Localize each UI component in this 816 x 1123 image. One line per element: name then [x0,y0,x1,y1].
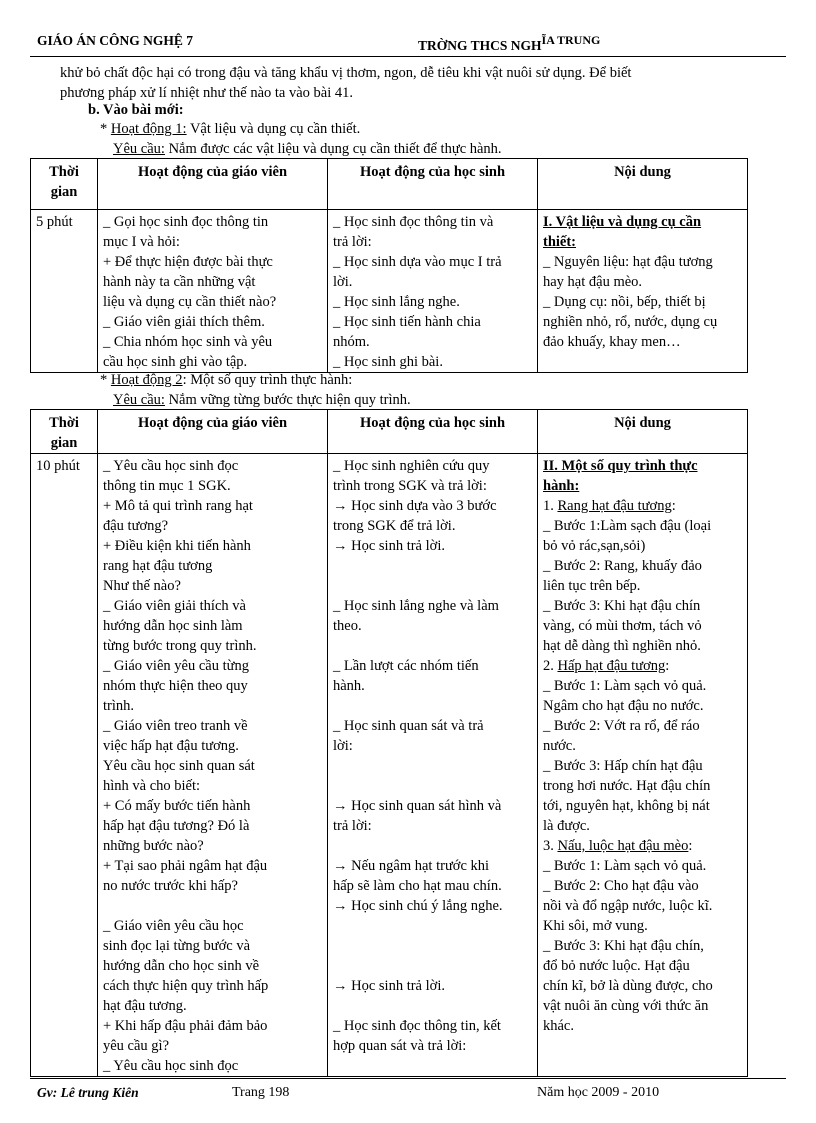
text-line [543,576,742,596]
text-line: _ Giáo viên treo tranh về [103,718,248,734]
activity-2-star: * [100,372,111,388]
text-line [333,636,532,656]
text-part: _ Bước 2: Rang, khuấy đảo [543,558,702,574]
activity-2-table [30,409,748,1077]
text-part: _ Bước 1: Làm sạch vỏ quả. [543,678,707,694]
text-line [543,716,742,736]
text-part: vàng, có mùi thơm, tách vỏ [543,618,702,634]
text-line: + Điều kiện khi tiến hành [103,538,251,554]
text-part: 2. [543,658,558,674]
text-line [543,756,742,776]
table-row [31,210,748,373]
text-line: hình và cho biết: [103,778,201,794]
text-line: trong SGK để trả lời. [333,518,456,534]
text-part: Khi sôi, mở vung. [543,918,648,934]
text-line: sinh đọc lại từng bước và [103,938,251,954]
cell-student [328,210,538,373]
text-part: hạt dễ dàng thì nghiền nhỏ. [543,638,701,654]
text-line: _ Học sinh ghi bài. [333,354,443,370]
cell-student [328,454,538,1077]
header-content: Nội dung [538,159,748,210]
text-line: Như thế nào? [103,578,181,594]
cell-time: 10 phút [31,454,98,1077]
text-line: _ Giáo viên yêu cầu học [103,918,244,934]
activity-2-heading [100,372,352,389]
text-line: theo. [333,618,362,634]
text-part: đổ bỏ nước luộc. Hạt đậu [543,958,690,974]
text-line: _ Giáo viên yêu cầu từng [103,658,249,674]
text-line: + Để thực hiện được bài thực [103,254,273,270]
text-line: hành này ta cần những vật [103,274,256,290]
text-line: cách thực hiện quy trình hấp [103,978,269,994]
text-line: những bước nào? [103,838,204,854]
text-line [333,776,532,796]
text-line: từng bước trong quy trình. [103,638,257,654]
text-line: lời: [333,738,353,754]
text-line: _ Học sinh dựa vào mục I trả [333,254,502,270]
text-line [543,956,742,976]
content-lines [543,496,742,1036]
text-line: cầu học sinh ghi vào tập. [103,354,248,370]
text-part: : [665,658,670,674]
text-line: _ Gọi học sinh đọc thông tin [103,214,269,230]
text-line: + Tại sao phải ngâm hạt đậu [103,858,268,874]
text-line [543,616,742,636]
text-line [543,596,742,616]
text-line [543,816,742,836]
text-line [333,996,532,1016]
text-part: _ Bước 3: Hấp chín hạt đậu [543,758,703,774]
text-line [333,556,532,576]
activity-1-table [30,158,748,373]
text-line: + Khi hấp đậu phải đảm bảo [103,1018,268,1034]
text-part: nước. [543,738,576,754]
text-line [543,1016,742,1036]
text-line: + Có mấy bước tiến hành [103,798,251,814]
text-line: _ Học sinh đọc thông tin và [333,214,494,230]
text-part: chín kĩ, bở là dùng được, cho [543,978,713,994]
text-line: _ Yêu cầu học sinh đọc [103,1058,239,1074]
cell-time: 5 phút [31,210,98,373]
footer-page-number: Trang 198 [232,1085,290,1100]
text-line: → Nếu ngâm hạt trước khi [333,858,490,874]
activity-2-text: : Một số quy trình thực hành: [182,372,353,388]
footer-teacher: Gv: Lê trung Kiên [37,1085,139,1100]
table-header-row [31,410,748,454]
text-line: _ Yêu cầu học sinh đọc [103,458,239,474]
text-line: → Học sinh dựa vào 3 bước [333,498,497,514]
activity-1-heading [100,121,360,138]
table-header-row [31,159,748,210]
text-line: → Học sinh trả lời. [333,538,445,554]
text-line [333,696,532,716]
content-title-1: II. Một số quy trình thực [543,458,698,474]
text-line: hấp sẽ làm cho hạt mau chín. [333,878,502,894]
content-title-2: thiết: [543,234,577,250]
text-line: hạt đậu tương. [103,998,187,1014]
activity-1-star: * [100,121,111,137]
text-line: trình. [103,698,135,714]
text-part: _ Bước 3: Khi hạt đậu chín [543,598,701,614]
text-line: → Học sinh chú ý lắng nghe. [333,898,503,914]
text-line: trả lời: [333,234,372,250]
header-content: Nội dung [538,410,748,454]
text-line [543,776,742,796]
cell-teacher [98,210,328,373]
activity-2-label: Hoạt động 2 [110,372,183,388]
text-line [543,936,742,956]
text-part: 1. [543,498,558,514]
text-line: đảo khuấy, khay men… [543,334,681,350]
header-teacher: Hoạt động của giáo viên [98,159,328,210]
text-line: việc hấp hạt đậu tương. [103,738,239,754]
text-line [543,676,742,696]
activity-2-req-label: Yêu cầu: [113,392,165,408]
content-title-1: I. Vật liệu và dụng cụ cần [543,214,702,230]
text-line [333,936,532,956]
activity-1-req-text: Nắm được các vật liệu và dụng cụ cần thiết để thực hành. [164,141,502,157]
text-part: trong hơi nước. Hạt đậu chín [543,778,711,794]
text-line [543,536,742,556]
text-part: nồi và đổ ngập nước, luộc kĩ. [543,898,713,914]
text-line: _ Học sinh quan sát và trả [333,718,484,734]
text-line [543,496,742,516]
text-line: _ Học sinh lắng nghe và làm [333,598,499,614]
activity-1-text: Vật liệu và dụng cụ cần thiết. [186,121,361,137]
text-line [543,976,742,996]
text-line: _ Học sinh tiến hành chia [333,314,481,330]
text-line: nhóm. [333,334,370,350]
footer-rule [30,1078,786,1079]
text-part: là được. [543,818,590,834]
text-line: _ Chia nhóm học sinh và yêu [103,334,273,350]
header-school-main: TRỜNG THCS NGH [418,38,542,53]
text-line: → Học sinh trả lời. [333,978,445,994]
text-line: trình trong SGK và trả lời: [333,478,487,494]
text-line: lời. [333,274,353,290]
header-time: Thời gian [31,410,98,454]
text-line: rang hạt đậu tương [103,558,213,574]
text-line: hướng dẫn học sinh làm [103,618,243,634]
text-line: _ Học sinh nghiên cứu quy [333,458,490,474]
content-title-2: hành: [543,478,580,494]
section-b-heading: b. Vào bài mới: [88,102,184,118]
header-time: Thời gian [31,159,98,210]
header-student: Hoạt động của học sinh [328,410,538,454]
underlined-subheading: Hấp hạt đậu tương [557,658,666,674]
text-part: vật nuôi ăn cùng với thức ăn [543,998,709,1014]
text-line [333,836,532,856]
cell-content [538,210,748,373]
activity-2-requirement [113,392,411,409]
text-line: → Học sinh quan sát hình và [333,798,502,814]
text-part: : [688,838,693,854]
intro-line-1: khử bỏ chất độc hại có trong đậu và tăng khẩu vị thơm, ngon, dễ tiêu khi vật nuôi sử dụng. Để biết [60,65,632,81]
text-line: hành. [333,678,365,694]
text-line: Yêu cầu học sinh quan sát [103,758,255,774]
text-line: nhóm thực hiện theo quy [103,678,248,694]
text-line: + Mô tả qui trình rang hạt [103,498,253,514]
activity-1-req-label: Yêu cầu: [113,141,165,157]
text-line: _ Học sinh đọc thông tin, kết [333,1018,501,1034]
text-part: liên tục trên bếp. [543,578,641,594]
text-part: : [671,498,676,514]
text-line [543,636,742,656]
text-part: 3. [543,838,558,854]
text-part: _ Bước 1: Làm sạch vỏ quả. [543,858,707,874]
text-line [543,796,742,816]
text-line [543,696,742,716]
content-lines [543,252,742,352]
text-line: hợp quan sát và trả lời: [333,1038,467,1054]
header-student: Hoạt động của học sinh [328,159,538,210]
text-line [543,556,742,576]
text-part: khác. [543,1018,574,1034]
intro-paragraph [60,63,780,103]
text-line: _ Học sinh lắng nghe. [333,294,460,310]
text-line: yêu cầu gì? [103,1038,170,1054]
text-line [333,576,532,596]
text-line [103,896,322,916]
text-part: _ Bước 3: Khi hạt đậu chín, [543,938,704,954]
text-line [543,856,742,876]
text-line [543,836,742,856]
table-row [31,454,748,1077]
activity-2-req-text: Nắm vững từng bước thực hiện quy trình. [164,392,411,408]
text-part: bỏ vỏ rác,sạn,sỏi) [543,538,646,554]
cell-content [538,454,748,1077]
text-line: _ Dụng cụ: nồi, bếp, thiết bị [543,294,706,310]
text-line [543,896,742,916]
text-line: hay hạt đậu mèo. [543,274,643,290]
text-part: tới, nguyên hạt, không bị nát [543,798,710,814]
text-line [543,876,742,896]
text-line: liệu và dụng cụ cần thiết nào? [103,294,277,310]
text-line [543,736,742,756]
text-line: _ Lần lượt các nhóm tiến [333,658,479,674]
activity-1-label: Hoạt động 1: [110,121,187,137]
activity-1-requirement [113,141,502,158]
header-title: GIÁO ÁN CÔNG NGHỆ 7 [37,33,194,48]
text-line: mục I và hỏi: [103,234,180,250]
text-line: nghiền nhỏ, rổ, nước, dụng cụ [543,314,718,330]
text-part: _ Bước 2: Vớt ra rổ, để ráo [543,718,700,734]
text-line: _ Nguyên liệu: hạt đậu tương [543,254,713,270]
underlined-subheading: Nấu, luộc hạt đậu mèo [557,838,689,854]
text-line [333,756,532,776]
footer-school-year: Năm học 2009 - 2010 [537,1085,660,1100]
text-line [333,956,532,976]
text-line [543,516,742,536]
text-line: thông tin mục 1 SGK. [103,478,231,494]
intro-line-2: phương pháp xử lí nhiệt như thế nào ta vào bài 41. [60,85,353,101]
text-line: hướng dẫn cho học sinh về [103,958,260,974]
text-line: đậu tương? [103,518,169,534]
text-line: trả lời: [333,818,372,834]
header-rule [30,56,786,57]
text-part: _ Bước 1:Làm sạch đậu (loại [543,518,712,534]
text-line [543,656,742,676]
header-school [418,33,600,54]
text-line [543,996,742,1016]
text-part: _ Bước 2: Cho hạt đậu vào [543,878,699,894]
header-school-sup: ĨA TRUNG [541,33,601,47]
text-line: _ Giáo viên giải thích và [103,598,246,614]
text-line [333,916,532,936]
underlined-subheading: Rang hạt đậu tương [557,498,672,514]
cell-teacher [98,454,328,1077]
text-line [543,916,742,936]
text-part: Ngâm cho hạt đậu no nước. [543,698,704,714]
header-teacher: Hoạt động của giáo viên [98,410,328,454]
text-line: no nước trước khi hấp? [103,878,238,894]
text-line: hấp hạt đậu tương? Đó là [103,818,250,834]
text-line: _ Giáo viên giải thích thêm. [103,314,265,330]
